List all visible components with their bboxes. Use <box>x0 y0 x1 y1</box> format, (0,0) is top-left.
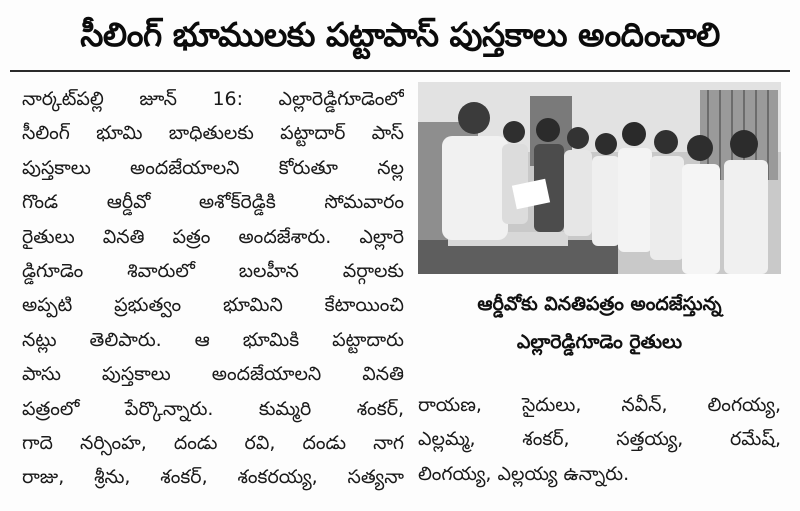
body-line: పాసు పుస్తకాలు అందజేయాలని వినతి <box>22 363 404 386</box>
article-body-right <box>418 388 781 498</box>
body-line: నట్లు తెలిపారు. ఆ భూమికి పట్టాదారు <box>22 328 404 351</box>
body-line: రైతులు వినతి పత్రం అందజేశారు. ఎల్లారె <box>22 225 404 248</box>
article-body-left <box>22 82 404 502</box>
headline: సీలింగ్ భూములకు పట్టాపాస్ పుస్తకాలు అందించాలి <box>80 15 720 54</box>
caption-line: ఆర్డీవోకు వినతిపత్రం అందజేస్తున్న <box>477 293 722 315</box>
caption-line: ఎల్లారెడ్డిగూడెం రైతులు <box>516 331 683 353</box>
body-line: సీలింగ్ భూమి బాధితులకు పట్టాదార్ పాస్ <box>22 122 404 145</box>
body-line: పత్రంలో పేర్కొన్నారు. కుమ్మరి శంకర్, <box>22 397 404 420</box>
body-line: ఎల్లమ్మ, శంకర్, సత్తయ్య, రమేష్, <box>418 428 781 451</box>
photo-caption <box>418 285 781 365</box>
news-photo <box>418 82 781 274</box>
body-line: రాయణ, సైదులు, నవీన్, లింగయ్య, <box>418 394 781 416</box>
body-line: డ్డిగూడెం శివారులో బలహీన వర్గాలకు <box>22 259 404 282</box>
body-line: గొండ ఆర్డీవో అశోక్‌రెడ్డికి సోమవారం <box>22 191 404 214</box>
body-line: అప్పటి ప్రభుత్వం భూమిని కేటాయించి <box>22 294 404 317</box>
body-line: గాదె నర్సింహ, దండు రవి, దండు నాగ <box>22 431 404 454</box>
body-line: నార్కట్‌పల్లి జూన్ 16: ఎల్లారెడ్డిగూడెంలో <box>22 88 404 110</box>
photo-farmers-submitting-petition <box>418 82 781 274</box>
body-line: పుస్తకాలు అందజేయాలని కోరుతూ నల్ల <box>22 156 404 179</box>
body-line: లింగయ్య, ఎల్లయ్య ఉన్నారు. <box>418 462 630 485</box>
headline-rule <box>10 70 790 72</box>
body-line: రాజు, శ్రీను, శంకర్, శంకరయ్య, సత్యనా <box>22 466 404 489</box>
